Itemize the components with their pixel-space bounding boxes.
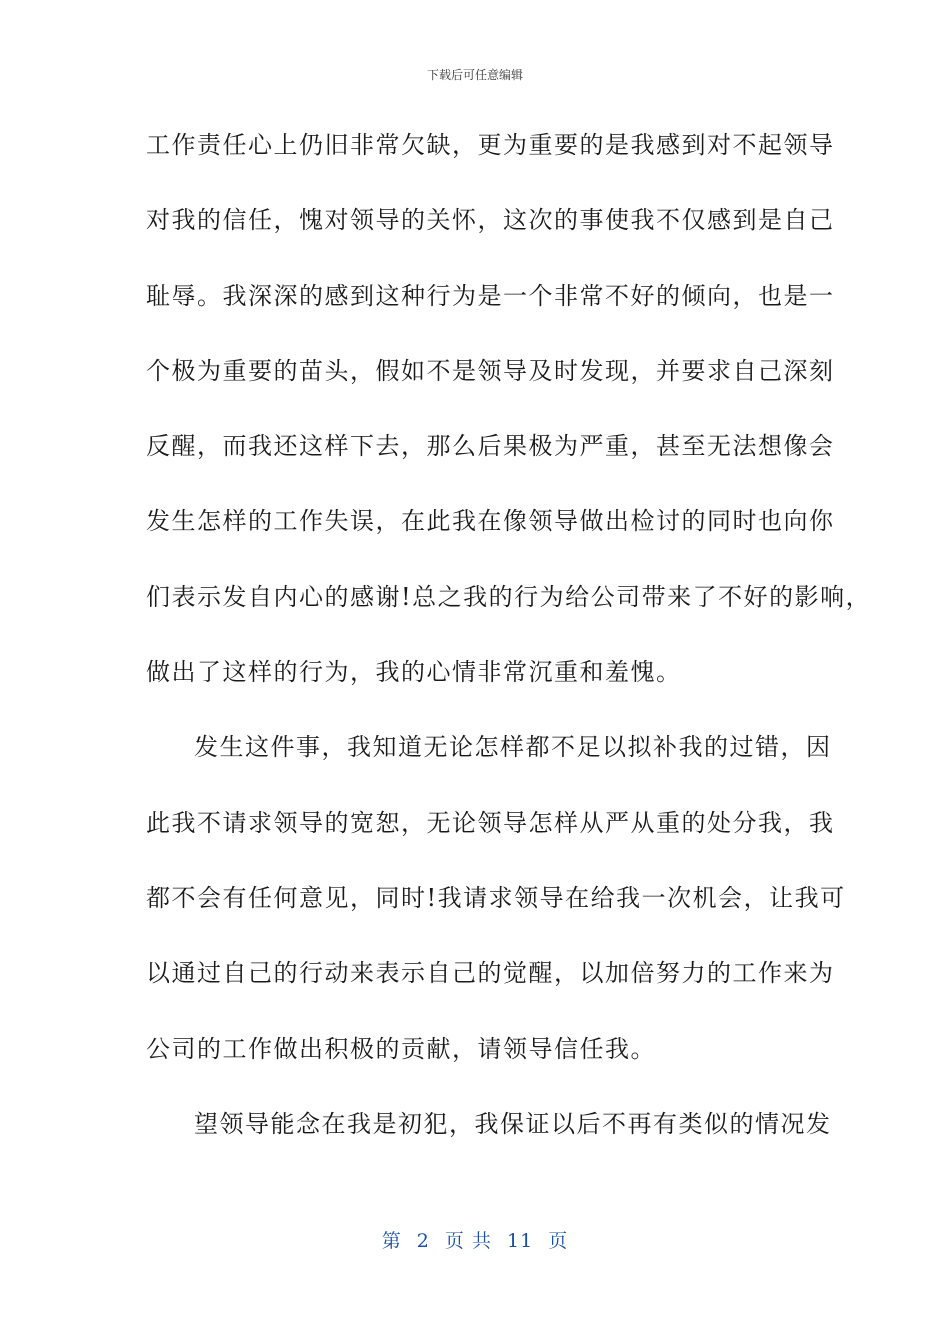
- text-line: 都不会有任何意见，同时!我请求领导在给我一次机会，让我可: [146, 883, 846, 912]
- text-line: 发生怎样的工作失误，在此我在像领导做出检讨的同时也向你: [146, 507, 835, 536]
- document-body: [146, 126, 872, 1180]
- footer-total-pages: 11: [507, 1230, 534, 1252]
- text-line: 个极为重要的苗头，假如不是领导及时发现，并要求自己深刻: [146, 356, 835, 385]
- page-header-note: 下载后可任意编辑: [426, 68, 523, 82]
- footer-prefix: 第: [381, 1230, 402, 1252]
- text-line: 对我的信任，愧对领导的关怀，这次的事使我不仅感到是自己: [146, 206, 835, 235]
- paragraph-start-line: 发生这件事，我知道无论怎样都不足以拟补我的过错，因: [194, 733, 832, 762]
- footer-suffix: 页: [548, 1230, 569, 1252]
- text-line: 反醒，而我还这样下去，那么后果极为严重，甚至无法想像会: [146, 432, 835, 461]
- text-line: 耻辱。我深深的感到这种行为是一个非常不好的倾向，也是一: [146, 281, 835, 310]
- footer-current-page: 2: [416, 1230, 430, 1252]
- footer-middle: 页 共: [444, 1230, 492, 1252]
- text-line: 做出了这样的行为，我的心情非常沉重和羞愧。: [146, 658, 682, 687]
- text-line: 以通过自己的行动来表示自己的觉醒，以加倍努力的工作来为: [146, 959, 835, 988]
- text-line: 公司的工作做出积极的贡献，请领导信任我。: [146, 1034, 656, 1063]
- text-line: 工作责任心上仍旧非常欠缺，更为重要的是我感到对不起领导: [146, 131, 835, 159]
- text-line: 们表示发自内心的感谢!总之我的行为给公司带来了不好的影响，: [146, 582, 872, 611]
- text-line: 此我不请求领导的宽恕，无论领导怎样从严从重的处分我，我: [146, 808, 835, 837]
- page-number-footer: [0, 1226, 950, 1253]
- paragraph-start-line: 望领导能念在我是初犯，我保证以后不再有类似的情况发: [194, 1109, 832, 1138]
